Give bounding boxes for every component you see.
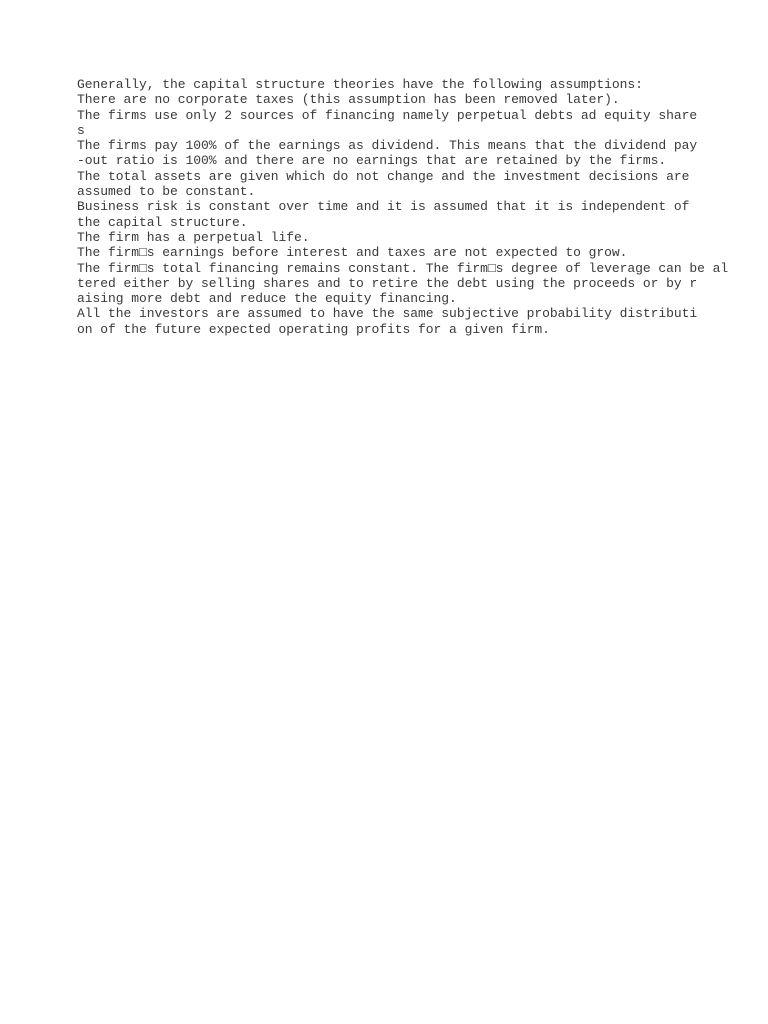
text-line: tered either by selling shares and to retire the debt using the proceeds or by r <box>77 275 698 291</box>
text-line: on of the future expected operating profits for a given firm. <box>77 321 550 337</box>
text-line: The firms use only 2 sources of financing namely perpetual debts ad equity share <box>77 107 698 123</box>
text-line: Generally, the capital structure theories have the following assumptions: <box>77 77 643 92</box>
text-line: All the investors are assumed to have the same subjective probability distributi <box>77 306 698 322</box>
text-line: There are no corporate taxes (this assumption has been removed later). <box>77 92 620 108</box>
text-line: The total assets are given which do not change and the investment decisions are <box>77 168 690 184</box>
text-line: -out ratio is 100% and there are no earnings that are retained by the firms. <box>77 153 667 169</box>
text-line: the capital structure. <box>77 214 248 230</box>
text-line: assumed to be constant. <box>77 184 256 200</box>
text-line: The firm has a perpetual life. <box>77 229 310 245</box>
document-text <box>77 77 757 337</box>
text-line: aising more debt and reduce the equity financing. <box>77 291 457 307</box>
text-line: The firm□s earnings before interest and taxes are not expected to grow. <box>77 245 628 261</box>
text-line: The firm□s total financing remains constant. The firm□s degree of leverage can be al <box>77 260 729 276</box>
text-line: Business risk is constant over time and it is assumed that it is independent of <box>77 199 690 215</box>
text-line: The firms pay 100% of the earnings as dividend. This means that the dividend pay <box>77 138 698 154</box>
text-line: s <box>77 122 85 138</box>
